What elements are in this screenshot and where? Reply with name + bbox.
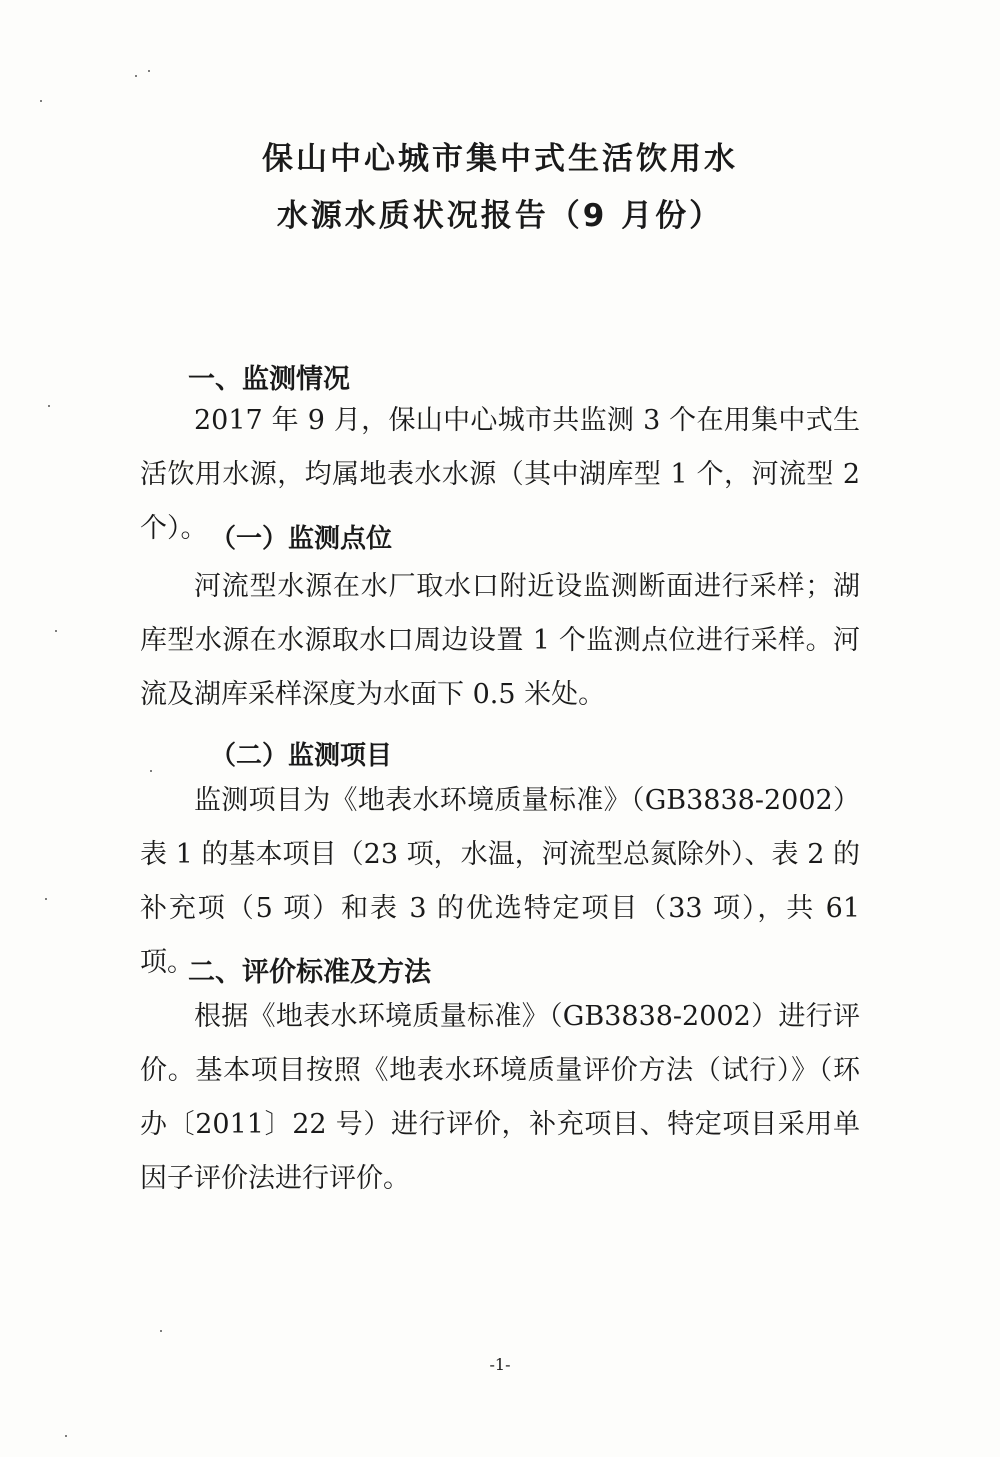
scan-speck	[65, 1435, 67, 1437]
scan-speck	[135, 75, 137, 77]
subsection-1-heading: （一）监测点位	[210, 524, 393, 554]
subsection-2-heading: （二）监测项目	[210, 741, 393, 771]
page-number: -1-	[489, 1355, 511, 1374]
scan-speck	[48, 405, 50, 407]
subsection-2-paragraph: 监测项目为《地表水环境质量标准》（GB3838-2002）表 1 的基本项目（23 项，水温，河流型总氮除外）、表 2 的补充项（5 项）和表 3 的优选特定项目（33 项），共 61 项。	[140, 785, 860, 978]
scan-speck	[45, 898, 47, 900]
scan-speck	[40, 100, 42, 102]
section-2-heading: 二、评价标准及方法	[188, 957, 431, 988]
document-title-line-1: 保山中心城市集中式生活饮用水	[262, 141, 738, 177]
scan-speck	[148, 70, 150, 72]
section-1-intro-paragraph: 2017 年 9 月，保山中心城市共监测 3 个在用集中式生活饮用水源，均属地表水水源（其中湖库型 1 个，河流型 2 个）。	[140, 405, 860, 544]
scan-speck	[150, 770, 152, 772]
section-2-paragraph: 根据《地表水环境质量标准》（GB3838-2002）进行评价。基本项目按照《地表水环境质量评价方法（试行）》（环办〔2011〕22 号）进行评价，补充项目、特定项目采用单因子评价法进行评价。	[140, 1001, 860, 1194]
document-title-line-2: 水源水质状况报告（9 月份）	[276, 198, 724, 234]
subsection-1-paragraph: 河流型水源在水厂取水口附近设监测断面进行采样；湖库型水源在水源取水口周边设置 1 个监测点位进行采样。河流及湖库采样深度为水面下 0.5 米处。	[140, 571, 860, 710]
scan-speck	[55, 630, 57, 632]
section-1-heading: 一、监测情况	[188, 364, 350, 395]
scan-speck	[160, 1330, 162, 1332]
